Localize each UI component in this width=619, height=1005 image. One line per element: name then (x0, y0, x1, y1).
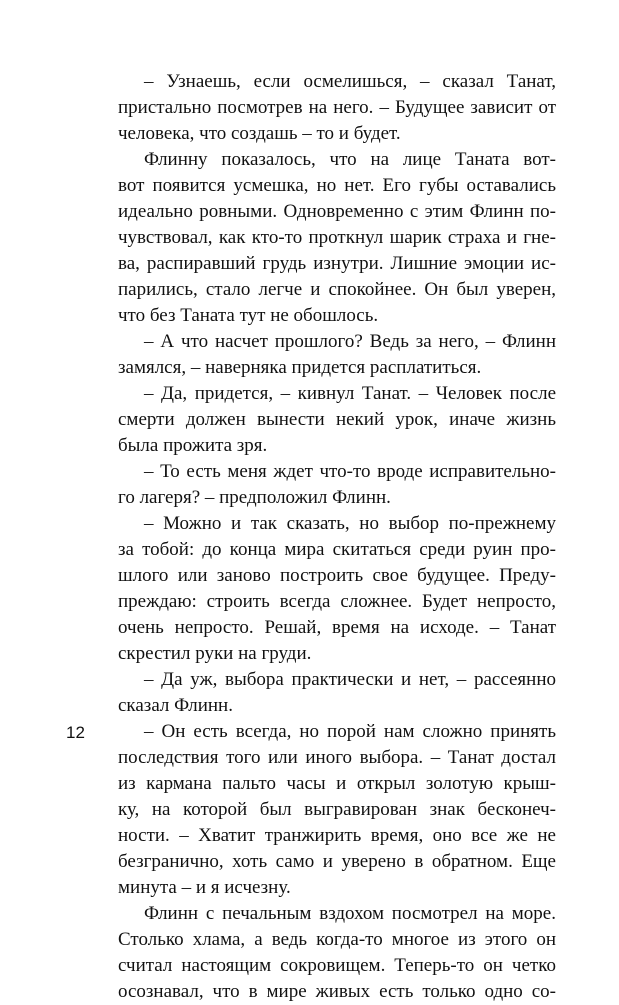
text-line: преждаю: строить всегда сложнее. Будет непросто, (118, 591, 556, 612)
body-text (118, 69, 556, 1005)
text-line: шлого или заново построить свое будущее. Преду- (118, 565, 556, 586)
text-line: Флинну показалось, что на лице Таната вот- (144, 149, 556, 170)
text-line: – Да уж, выбора практически и нет, – рассеянно (144, 669, 556, 690)
text-line: – То есть меня ждет что-то вроде исправительно- (144, 461, 556, 482)
text-line: из кармана пальто часы и открыл золотую крыш- (118, 773, 556, 794)
text-line: считал настоящим сокровищем. Теперь-то он четко (118, 955, 556, 976)
text-line: смерти должен вынести некий урок, иначе жизнь (118, 409, 556, 430)
text-line: последствия того или иного выбора. – Танат достал (118, 747, 556, 768)
text-line: сказал Флинн. (118, 695, 233, 716)
text-line: Флинн с печальным вздохом посмотрел на море. (144, 903, 556, 924)
text-line: чувствовал, как кто-то проткнул шарик страха и гне- (118, 227, 556, 248)
text-line: ку, на которой был выгравирован знак бесконеч- (118, 799, 556, 820)
text-line: очень непросто. Решай, время на исходе. – Танат (118, 617, 556, 638)
text-line: – Узнаешь, если осмелишься, – сказал Танат, (144, 71, 556, 92)
text-line: замялся, – наверняка придется расплатиться. (118, 357, 482, 378)
text-line: осознавал, что в мире живых есть только одно со- (118, 981, 556, 1002)
text-line: пристально посмотрев на него. – Будущее зависит от (118, 97, 556, 118)
text-line: безгранично, хоть само и уверено в обратном. Еще (118, 851, 556, 872)
text-line: ва, распиравший грудь изнутри. Лишние эмоции ис- (118, 253, 556, 274)
text-line: человека, что создашь – то и будет. (118, 123, 401, 144)
text-line: что без Таната тут не обошлось. (118, 305, 379, 326)
text-line: идеально ровными. Одновременно с этим Флинн по- (118, 201, 556, 222)
text-line: – Да, придется, – кивнул Танат. – Человек после (144, 383, 556, 404)
page-number: 12 (66, 723, 85, 742)
text-line: – Можно и так сказать, но выбор по-прежнему (144, 513, 556, 534)
text-line: вот появится усмешка, но нет. Его губы оставались (118, 175, 556, 196)
text-line: за тобой: до конца мира скитаться среди руин про- (118, 539, 556, 560)
text-line: скрестил руки на груди. (118, 643, 312, 664)
text-line: Столько хлама, а ведь когда-то многое из этого он (118, 929, 556, 950)
text-line: – А что насчет прошлого? Ведь за него, – Флинн (144, 331, 556, 352)
text-line: го лагеря? – предположил Флинн. (118, 487, 391, 508)
text-line: была прожита зря. (118, 435, 268, 456)
text-line: – Он есть всегда, но порой нам сложно принять (144, 721, 556, 742)
text-line: минута – и я исчезну. (118, 877, 291, 898)
text-line: парились, стало легче и спокойнее. Он был уверен, (118, 279, 556, 300)
text-line: ности. – Хватит транжирить время, оно все же не (118, 825, 556, 846)
